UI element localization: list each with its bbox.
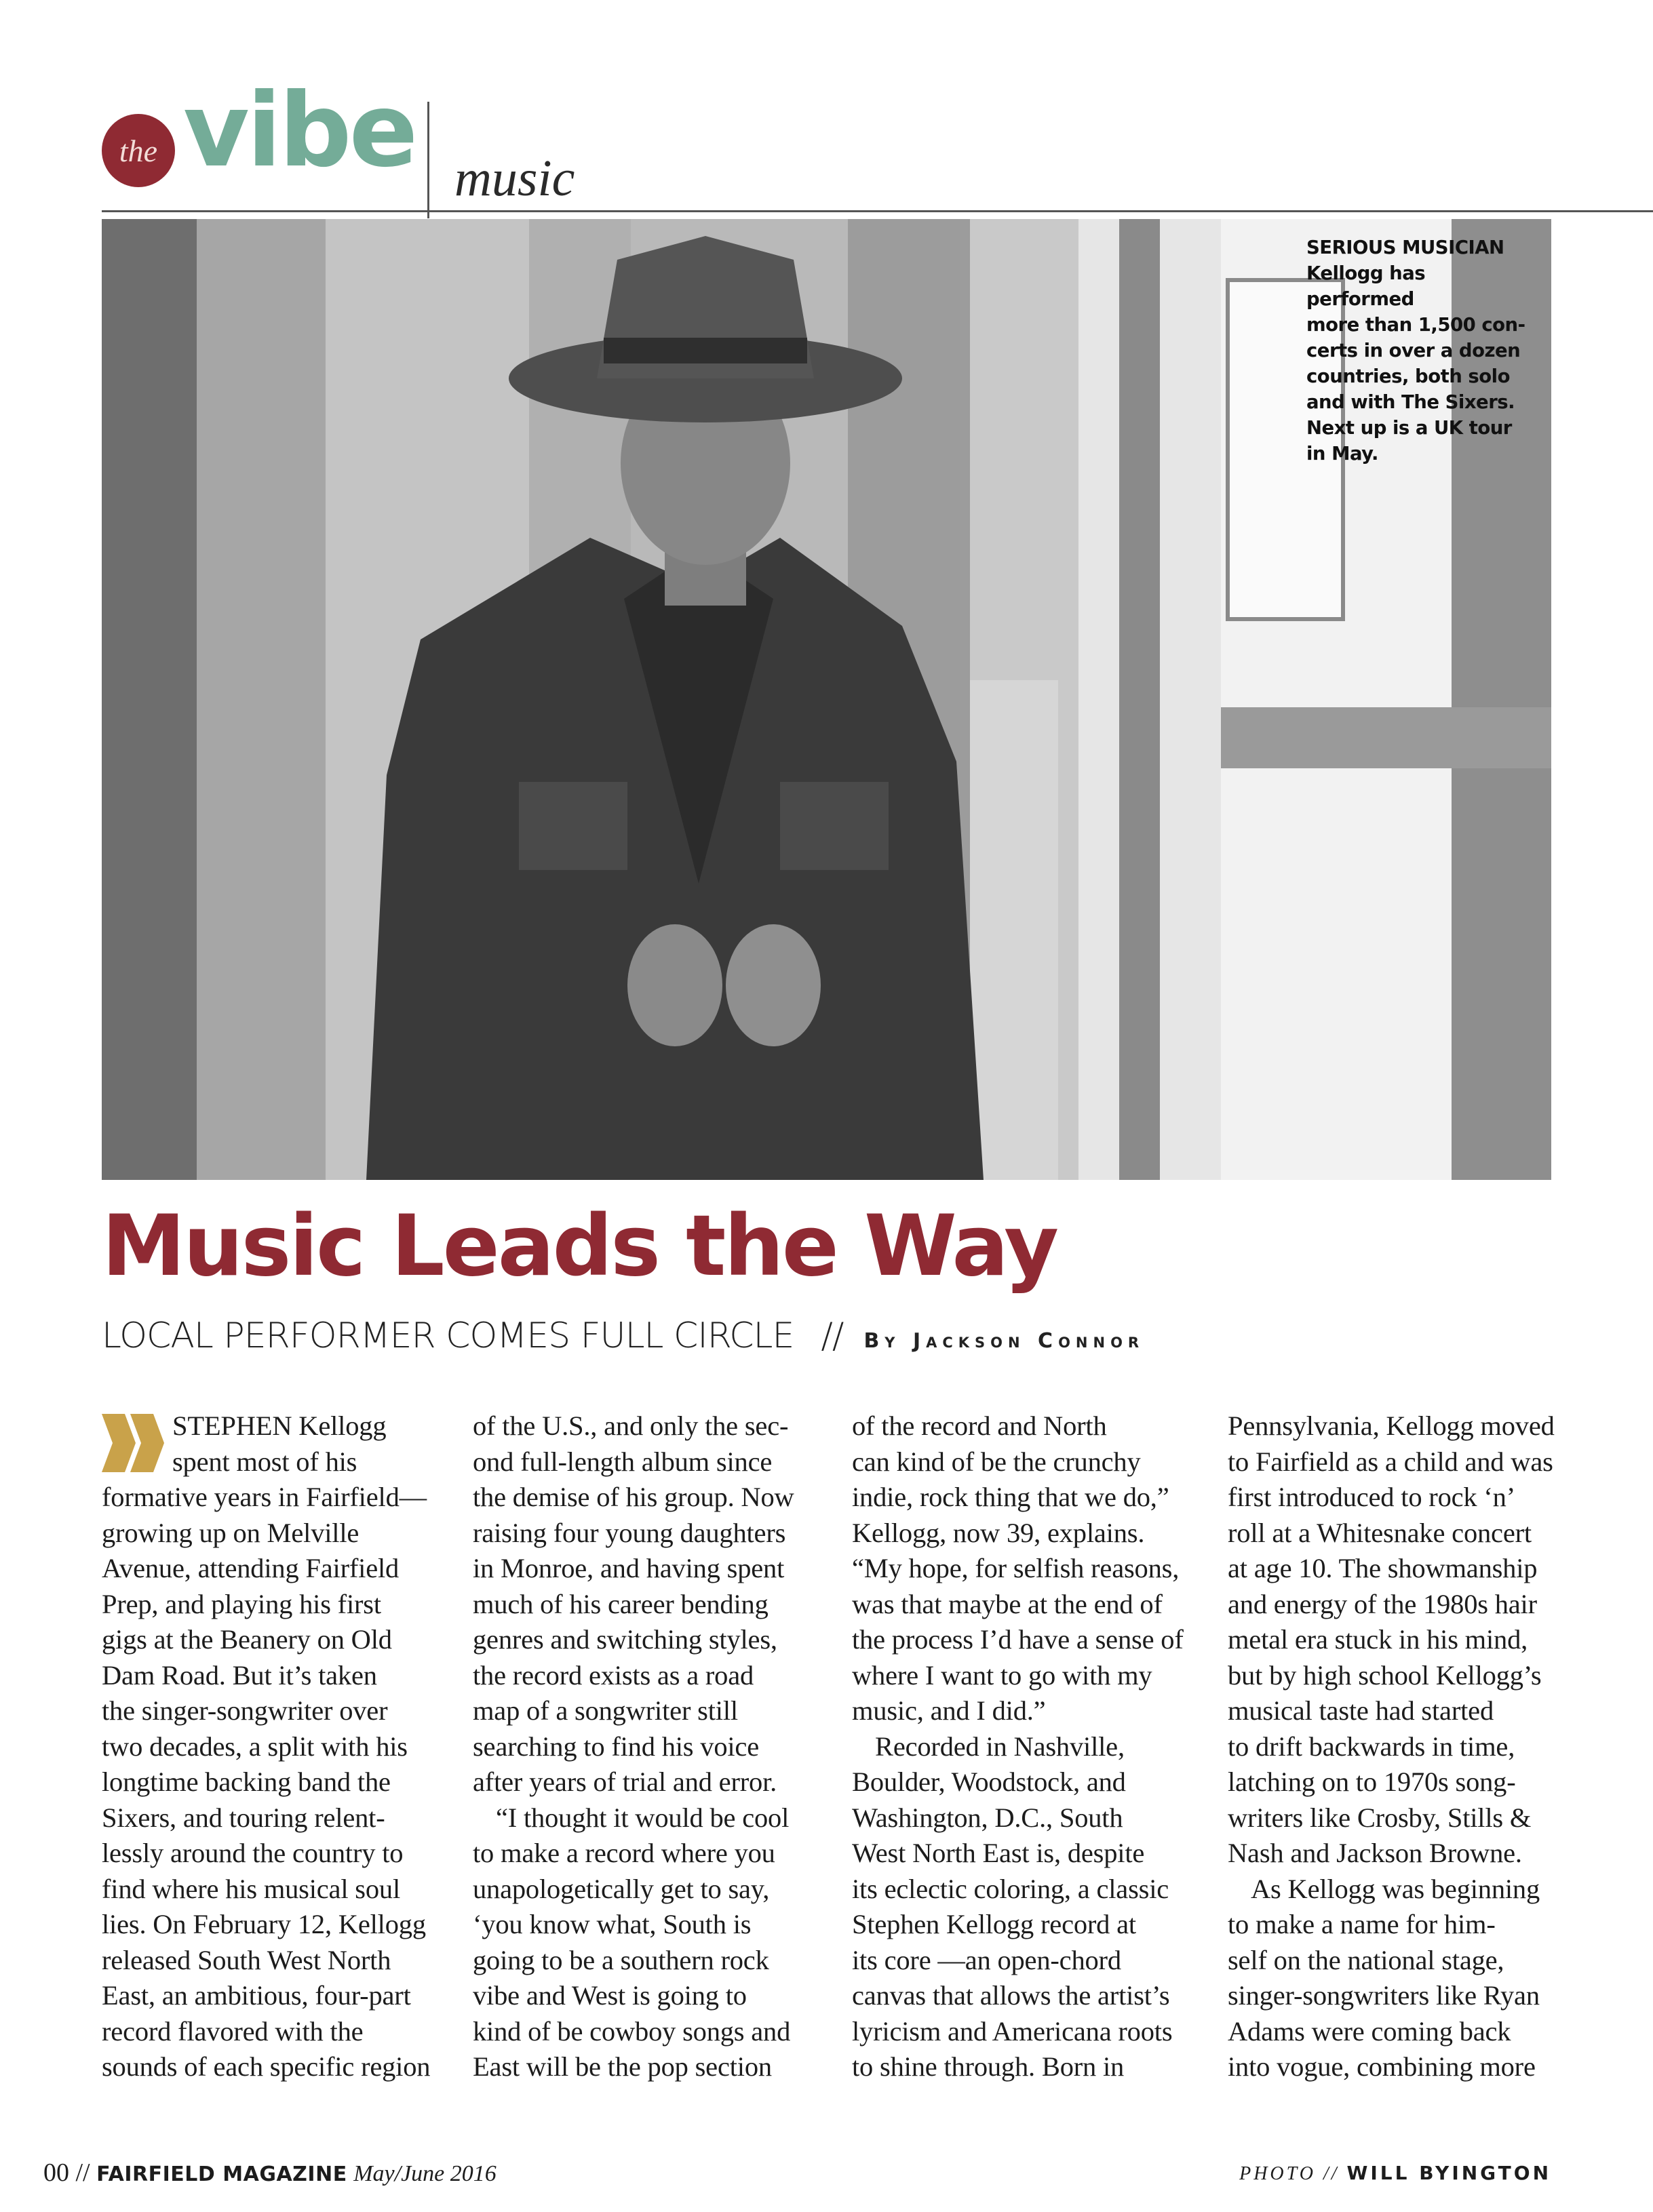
text-line: two decades, a split with his — [102, 1731, 408, 1762]
caption-line: and with The Sixers. — [1306, 391, 1515, 413]
text-line: music, and I did.” — [852, 1695, 1046, 1726]
text-line: searching to find his voice — [473, 1731, 759, 1762]
text-line: going to be a southern rock — [473, 1944, 769, 1975]
text-line: can kind of be the crunchy — [852, 1446, 1141, 1477]
text-line: metal era stuck in his mind, — [1228, 1624, 1528, 1655]
text-line: where I want to go with my — [852, 1659, 1152, 1691]
text-line: latching on to 1970s song- — [1228, 1766, 1516, 1797]
text-line: Recorded in Nashville, — [875, 1731, 1125, 1762]
article-column-2 — [473, 1408, 798, 2085]
credit-separator: // — [1323, 2163, 1340, 2184]
badge-text: the — [119, 134, 158, 168]
caption-line: in May. — [1306, 443, 1379, 465]
text-line: West North East is, despite — [852, 1838, 1145, 1868]
text-line: unapologetically get to say, — [473, 1873, 770, 1904]
text-line: the record exists as a road — [473, 1659, 754, 1691]
text-line: at age 10. The showmanship — [1228, 1553, 1538, 1583]
issue-date: May/June 2016 — [353, 2161, 497, 2186]
text-line: canvas that allows the artist’s — [852, 1980, 1170, 2011]
text-line: “My hope, for selfish reasons, — [852, 1553, 1180, 1583]
article-column-1 — [102, 1408, 431, 2085]
text-line: into vogue, combining more — [1228, 2051, 1536, 2082]
text-line: to drift backwards in time, — [1228, 1731, 1515, 1762]
text-line: growing up on Melville — [102, 1517, 359, 1548]
article-subhead: LOCAL PERFORMER COMES FULL CIRCLE — [102, 1316, 794, 1356]
text-line: and energy of the 1980s hair — [1228, 1588, 1537, 1619]
text-line: but by high school Kellogg’s — [1228, 1659, 1542, 1691]
text-line: musical taste had started — [1228, 1695, 1494, 1726]
text-line: map of a songwriter still — [473, 1695, 738, 1726]
text-line: ‘you know what, South is — [473, 1909, 752, 1939]
the-badge — [102, 114, 175, 187]
text-line: ond full-length album since — [473, 1446, 773, 1477]
text-line: self on the national stage, — [1228, 1944, 1504, 1975]
text-line: of the U.S., and only the sec- — [473, 1410, 789, 1441]
article-byline: By Jackson Connor — [863, 1329, 1145, 1353]
text-line: gigs at the Beanery on Old — [102, 1624, 392, 1655]
text-line: much of his career bending — [473, 1588, 769, 1619]
text-line: genres and switching styles, — [473, 1624, 777, 1655]
text-line: after years of trial and error. — [473, 1766, 777, 1797]
text-line: spent most of his — [172, 1446, 357, 1477]
text-line: lies. On February 12, Kellogg — [102, 1909, 426, 1939]
text-line: Washington, D.C., South — [852, 1802, 1123, 1833]
section-name: music — [454, 150, 575, 207]
text-line: vibe and West is going to — [473, 1980, 747, 2011]
section-header — [102, 72, 1653, 217]
text-line: raising four young daughters — [473, 1517, 786, 1548]
photo-credit — [1239, 2162, 1551, 2185]
text-line: East will be the pop section — [473, 2051, 772, 2082]
text-line: to make a name for him- — [1228, 1909, 1496, 1939]
article-headline: Music Leads the Way — [102, 1198, 1057, 1295]
text-line: released South West North — [102, 1944, 391, 1975]
caption-line: more than 1,500 con- — [1306, 314, 1525, 336]
caption-line: Kellogg has performed — [1306, 262, 1426, 310]
text-line: Kellogg, now 39, explains. — [852, 1517, 1145, 1548]
text-line: Stephen Kellogg record at — [852, 1909, 1136, 1939]
text-line: first introduced to rock ‘n’ — [1228, 1482, 1516, 1512]
subhead-separator: // — [821, 1316, 844, 1356]
text-line: lessly around the country to — [102, 1838, 404, 1868]
photo-caption — [1306, 235, 1537, 467]
text-line: Avenue, attending Fairfield — [102, 1553, 400, 1583]
text-line: lyricism and Americana roots — [852, 2015, 1173, 2047]
text-line: East, an ambitious, four-part — [102, 1980, 411, 2011]
text-line: to shine through. Born in — [852, 2051, 1125, 2082]
text-line: “I thought it would be cool — [496, 1802, 790, 1833]
text-line: in Monroe, and having spent — [473, 1553, 785, 1583]
text-line: was that maybe at the end of — [852, 1588, 1163, 1619]
text-line: its core —an open-chord — [852, 1944, 1121, 1975]
text-line: Dam Road. But it’s taken — [102, 1659, 377, 1691]
page-footer — [43, 2158, 497, 2188]
caption-line: certs in over a dozen — [1306, 340, 1521, 361]
text-line: Adams were coming back — [1228, 2015, 1511, 2047]
text-line: kind of be cowboy songs and — [473, 2015, 791, 2047]
photographer-name: WILL BYINGTON — [1346, 2162, 1551, 2184]
caption-title: SERIOUS MUSICIAN — [1306, 237, 1504, 258]
caption-line: countries, both solo — [1306, 366, 1510, 387]
text-line: indie, rock thing that we do,” — [852, 1482, 1169, 1512]
text-line: writers like Crosby, Stills & — [1228, 1802, 1532, 1833]
text-line: to make a record where you — [473, 1838, 775, 1868]
text-line: singer-songwriters like Ryan — [1228, 1980, 1540, 2011]
text-line: sounds of each specific region — [102, 2051, 431, 2082]
text-line: the demise of his group. Now — [473, 1482, 794, 1512]
article-column-4 — [1228, 1408, 1553, 2085]
text-line: the singer-songwriter over — [102, 1695, 388, 1726]
article-subhead-row — [102, 1316, 1144, 1356]
magazine-name: FAIRFIELD MAGAZINE — [96, 2162, 347, 2186]
text-line: to Fairfield as a child and was — [1228, 1446, 1553, 1477]
text-line: Pennsylvania, Kellogg moved — [1228, 1410, 1555, 1441]
text-line: the process I’d have a sense of — [852, 1624, 1184, 1655]
text-line: formative years in Fairfield— — [102, 1482, 427, 1512]
text-line: Sixers, and touring relent- — [102, 1802, 385, 1833]
text-line: Prep, and playing his first — [102, 1588, 381, 1619]
open-quote-icon — [102, 1413, 167, 1474]
text-line: find where his musical soul — [102, 1873, 401, 1904]
text-line: its eclectic coloring, a classic — [852, 1873, 1169, 1904]
photo-label: PHOTO — [1239, 2163, 1316, 2184]
text-line: record flavored with the — [102, 2015, 364, 2047]
text-line: STEPHEN Kellogg — [172, 1410, 387, 1441]
header-divider — [427, 102, 429, 218]
text-line: of the record and North — [852, 1410, 1107, 1441]
brand-title: vibe — [183, 72, 416, 190]
page-number: 00 — [43, 2158, 69, 2187]
footer-separator: // — [75, 2158, 90, 2187]
text-line: longtime backing band the — [102, 1766, 391, 1797]
text-line: Nash and Jackson Browne. — [1228, 1838, 1522, 1868]
caption-line: Next up is a UK tour — [1306, 417, 1512, 439]
text-line: Boulder, Woodstock, and — [852, 1766, 1126, 1797]
header-rule — [102, 210, 1653, 212]
text-line: As Kellogg was beginning — [1251, 1873, 1540, 1904]
article-column-3 — [852, 1408, 1184, 2085]
text-line: roll at a Whitesnake concert — [1228, 1517, 1532, 1548]
